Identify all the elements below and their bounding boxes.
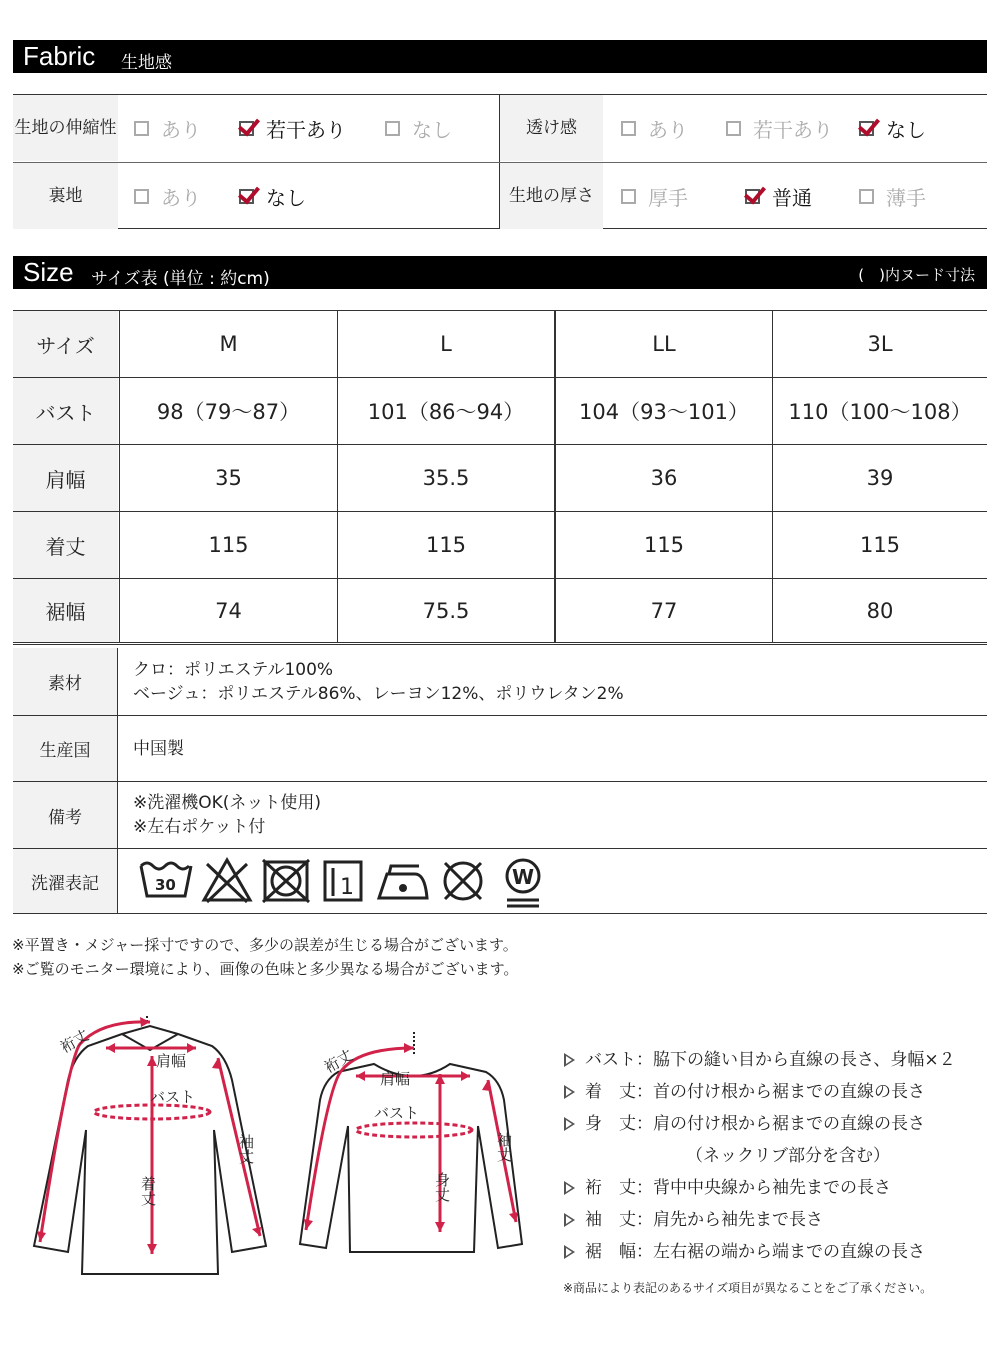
table-cell: 115 <box>772 512 987 578</box>
table-row <box>13 579 987 645</box>
checkbox-icon <box>134 121 149 136</box>
table-cell: 74 <box>119 579 337 642</box>
no-bleach-icon <box>204 860 250 902</box>
table-cell: 98（79～87） <box>119 378 337 444</box>
jacket-diagram <box>22 1010 292 1280</box>
sweater-katahaba-label: 肩幅 <box>380 1070 411 1088</box>
thickness-option-normal[interactable]: 普通 <box>745 163 812 229</box>
wash-30-icon <box>141 863 191 896</box>
list-item: 着 丈：首の付け根から裾までの直線の長さ <box>564 1076 956 1108</box>
stretch-option-no[interactable]: なし <box>385 95 452 161</box>
nude-size-note: ( )内ヌード寸法 <box>858 266 975 284</box>
list-item: 裾 幅：左右裾の端から端までの直線の長さ <box>564 1236 956 1268</box>
stretch-option-yes[interactable]: あり <box>134 95 201 161</box>
table-row <box>13 445 987 512</box>
table-cell: 36 <box>554 445 772 511</box>
no-dry-clean-icon <box>445 863 481 899</box>
table-cell: 39 <box>772 445 987 511</box>
row-label-hem: 裾幅 <box>13 579 118 642</box>
list-item: 袖 丈：肩先から袖先まで長さ <box>564 1204 956 1236</box>
checkbox-checked-icon <box>859 121 874 136</box>
material-label: 素材 <box>13 648 118 715</box>
jacket-bust-label: バスト <box>150 1088 196 1106</box>
checkbox-checked-icon <box>239 121 254 136</box>
table-cell: 77 <box>554 579 772 642</box>
fabric-row-1 <box>13 95 987 162</box>
table-cell: 115 <box>554 512 772 578</box>
svg-text:1: 1 <box>340 875 354 900</box>
table-row <box>13 512 987 579</box>
sweater-bust-label: バスト <box>374 1104 420 1122</box>
fine-print: ※商品により表記のあるサイズ項目が異なることをご了承ください。 <box>563 1281 933 1295</box>
care-row <box>13 849 987 914</box>
checkbox-icon <box>621 189 636 204</box>
checkbox-icon <box>859 189 874 204</box>
jacket-sodetake-label: 袖丈 <box>237 1134 255 1164</box>
care-icons <box>135 852 555 912</box>
list-item: 身 丈：肩の付け根から裾までの直線の長さ <box>564 1108 956 1140</box>
thickness-option-thin[interactable]: 薄手 <box>859 163 926 229</box>
svg-text:W: W <box>512 865 535 889</box>
list-item: バスト：脇下の縫い目から直線の長さ、身幅×２ <box>564 1044 956 1076</box>
fabric-heading-jp: 生地感 <box>121 53 172 73</box>
table-cell: 35 <box>119 445 337 511</box>
table-cell: 110（100～108） <box>772 378 987 444</box>
remarks-label: 備考 <box>13 782 118 848</box>
sweater-sodetake-label: 袖丈 <box>495 1132 513 1162</box>
table-cell: 80 <box>772 579 987 642</box>
sheer-option-slight[interactable]: 若干あり <box>726 95 833 161</box>
checkbox-icon <box>726 121 741 136</box>
table-cell: 104（93～101） <box>554 378 772 444</box>
checkbox-icon <box>621 121 636 136</box>
sheer-label: 透け感 <box>500 95 603 161</box>
remarks-value: ※洗濯機OK(ネット使用) ※左右ポケット付 <box>133 793 322 837</box>
iron-low-icon <box>379 866 427 898</box>
sweater-diagram <box>290 1026 552 1276</box>
remarks-row <box>13 782 987 849</box>
size-heading-en: Size <box>23 257 74 287</box>
size-col-l: L <box>337 311 554 377</box>
triangle-icon <box>564 1213 575 1227</box>
triangle-icon <box>564 1053 575 1067</box>
size-header-bar <box>13 256 987 289</box>
size-table <box>13 310 987 645</box>
table-cell: 75.5 <box>337 579 554 642</box>
stretch-label: 生地の 伸縮性 <box>13 95 118 161</box>
sheer-option-yes[interactable]: あり <box>621 95 688 161</box>
lining-option-yes[interactable]: あり <box>134 163 201 229</box>
sweater-yuki-label: 裄丈 <box>321 1046 357 1077</box>
measurement-legend <box>564 1044 956 1268</box>
sheer-option-no[interactable]: なし <box>859 95 926 161</box>
table-cell: 35.5 <box>337 445 554 511</box>
checkbox-checked-icon <box>745 189 760 204</box>
note-measurement: ※平置き・メジャー採寸ですので、多少の誤差が生じる場合がございます。 <box>12 936 518 954</box>
fabric-table <box>13 94 987 229</box>
checkbox-checked-icon <box>239 189 254 204</box>
thickness-option-thick[interactable]: 厚手 <box>621 163 688 229</box>
line-dry-icon <box>325 862 361 900</box>
triangle-icon <box>564 1181 575 1195</box>
list-item: 裄 丈：背中中央線から袖先までの長さ <box>564 1172 956 1204</box>
origin-value: 中国製 <box>133 738 184 759</box>
size-col-3l: 3L <box>772 311 987 377</box>
fabric-header-bar <box>13 40 987 73</box>
jacket-yuki-label: 裄丈 <box>57 1026 93 1057</box>
origin-row <box>13 716 987 782</box>
jacket-kitake-label: 着丈 <box>139 1176 157 1206</box>
triangle-icon <box>564 1117 575 1131</box>
stretch-option-slight[interactable]: 若干あり <box>239 95 346 161</box>
table-cell: 115 <box>337 512 554 578</box>
sweater-mitake-label: 身丈 <box>433 1172 451 1202</box>
size-heading-jp: サイズ表 (単位 : 約cm) <box>91 269 270 289</box>
care-label: 洗濯表記 <box>13 849 118 913</box>
row-label-bust: バスト <box>13 378 118 444</box>
size-col-ll: LL <box>554 311 772 377</box>
size-header-label: サイズ <box>13 311 118 377</box>
size-header-row <box>13 311 987 378</box>
svg-text:30: 30 <box>155 876 176 894</box>
thickness-label: 生地の厚さ <box>500 163 603 229</box>
list-item: （ネックリブ部分を含む） <box>686 1146 890 1166</box>
row-label-shoulder: 肩幅 <box>13 445 118 511</box>
checkbox-icon <box>385 121 400 136</box>
size-col-m: M <box>119 311 337 377</box>
table-cell: 115 <box>119 512 337 578</box>
checkbox-icon <box>134 189 149 204</box>
row-label-length: 着丈 <box>13 512 118 578</box>
origin-label: 生産国 <box>13 716 118 781</box>
material-value: クロ：ポリエステル100% ベージュ：ポリエステル86%、レーヨン12%、ポリウレタン2% <box>133 659 624 704</box>
details-table <box>13 648 987 914</box>
lining-label: 裏地 <box>13 163 118 229</box>
table-cell: 101（86～94） <box>337 378 554 444</box>
lining-option-no[interactable]: なし <box>239 163 306 229</box>
triangle-icon <box>564 1085 575 1099</box>
no-tumble-dry-icon <box>263 860 309 902</box>
table-row <box>13 378 987 445</box>
note-monitor: ※ご覧のモニター環境により、画像の色味と多少異なる場合がございます。 <box>12 960 519 978</box>
triangle-icon <box>564 1245 575 1259</box>
wet-clean-icon <box>507 860 539 906</box>
jacket-katahaba-label: 肩幅 <box>156 1052 187 1070</box>
material-row <box>13 648 987 716</box>
fabric-heading-en: Fabric <box>23 41 96 71</box>
fabric-row-2 <box>13 162 987 229</box>
